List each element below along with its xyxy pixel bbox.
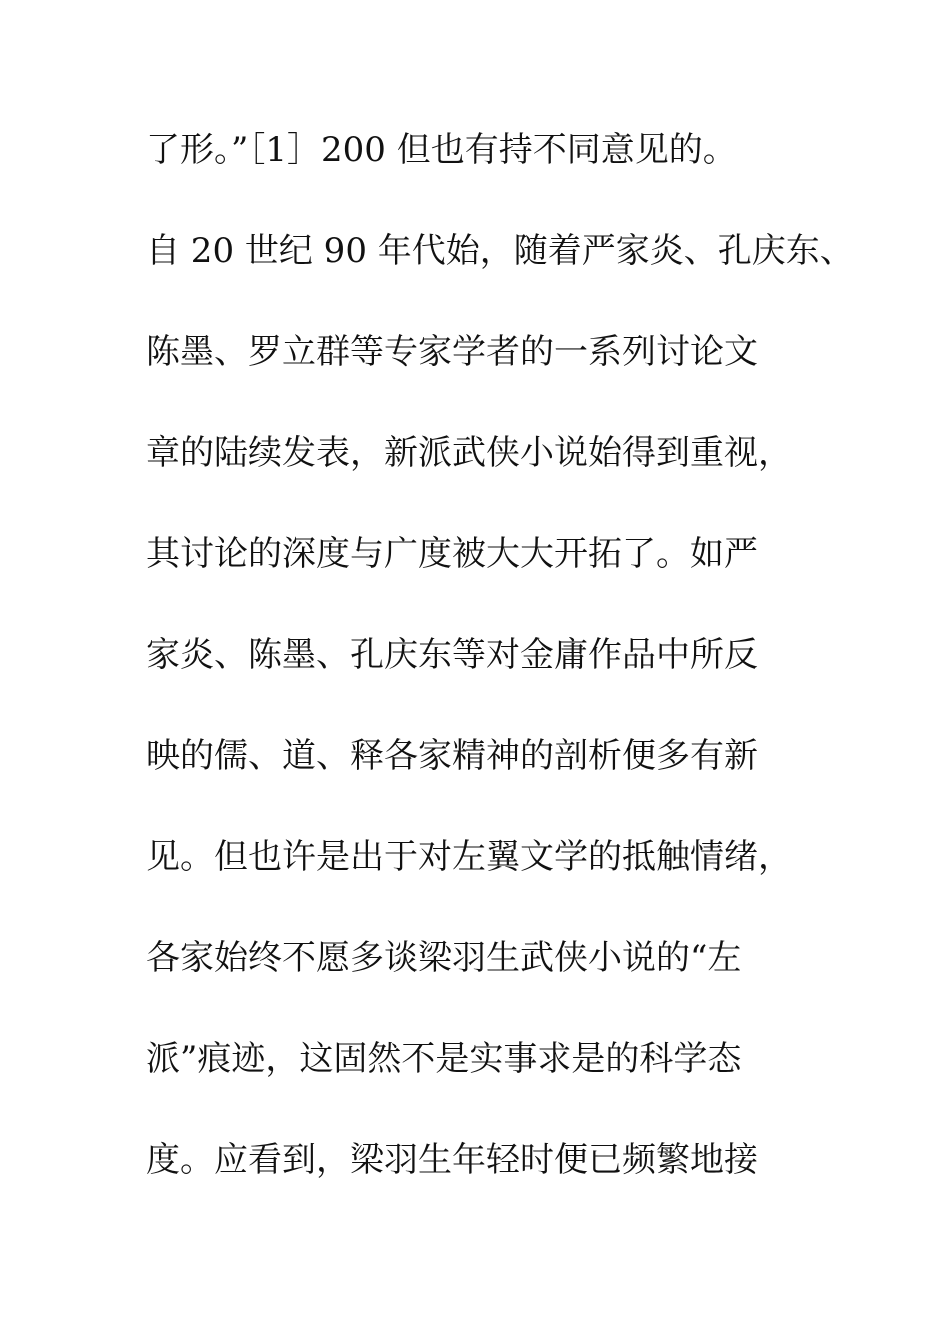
text-line: 其讨论的深度与广度被大大开拓了。如严 [146,534,758,574]
text-line: 陈墨、罗立群等专家学者的一系列讨论文 [146,332,758,372]
text-line: 见。但也许是出于对左翼文学的抵触情绪， [146,837,792,877]
text-line: 映的儒、道、释各家精神的剖析便多有新 [146,736,758,776]
text-line: 派”痕迹，这固然不是实事求是的科学态 [146,1039,742,1079]
text-line: 自 20 世纪 90 年代始，随着严家炎、孔庆东、 [146,231,854,271]
text-line: 各家始终不愿多谈梁羽生武侠小说的“左 [146,938,742,978]
text-line: 家炎、陈墨、孔庆东等对金庸作品中所反 [146,635,758,675]
body-text [146,124,854,1235]
text-line: 了形。”［1］200 但也有持不同意见的。 [146,130,737,170]
text-line: 度。应看到，梁羽生年轻时便已频繁地接 [146,1140,758,1180]
text-line: 章的陆续发表，新派武侠小说始得到重视， [146,433,792,473]
